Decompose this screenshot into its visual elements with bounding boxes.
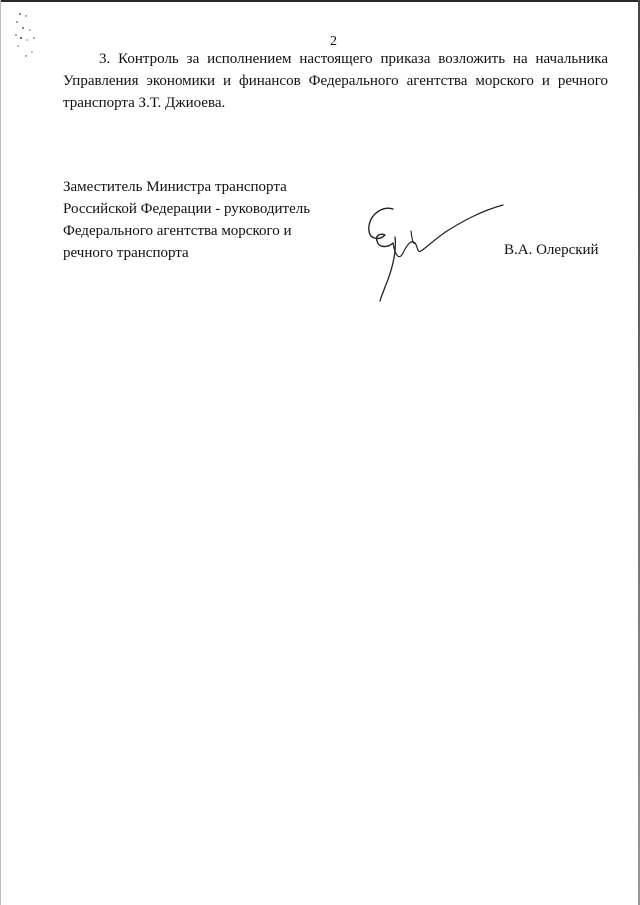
signer-name: В.А. Олерский <box>504 242 599 258</box>
page-number: 2 <box>330 34 337 49</box>
signatory-title-line-3: Федерального агентства морского и <box>63 223 292 239</box>
paragraph-line-1: 3. Контроль за исполнением настоящего приказа возложить на начальника <box>99 51 608 67</box>
paragraph-line-3: транспорта З.Т. Джиоева. <box>63 95 226 111</box>
signatory-title-line-2: Российской Федерации - руководитель <box>63 201 311 217</box>
signatory-title-line-4: речного транспорта <box>63 245 189 261</box>
order-paragraph <box>63 48 608 114</box>
scan-edge-top <box>0 0 640 2</box>
scan-edge-left <box>0 0 1 905</box>
handwritten-signature <box>355 195 515 310</box>
paragraph-line-2: Управления экономики и финансов Федерального агентства морского и речного <box>63 73 608 89</box>
signatory-title <box>63 176 310 264</box>
signatory-title-line-1: Заместитель Министра транспорта <box>63 179 287 195</box>
scan-noise-specks <box>8 8 48 68</box>
